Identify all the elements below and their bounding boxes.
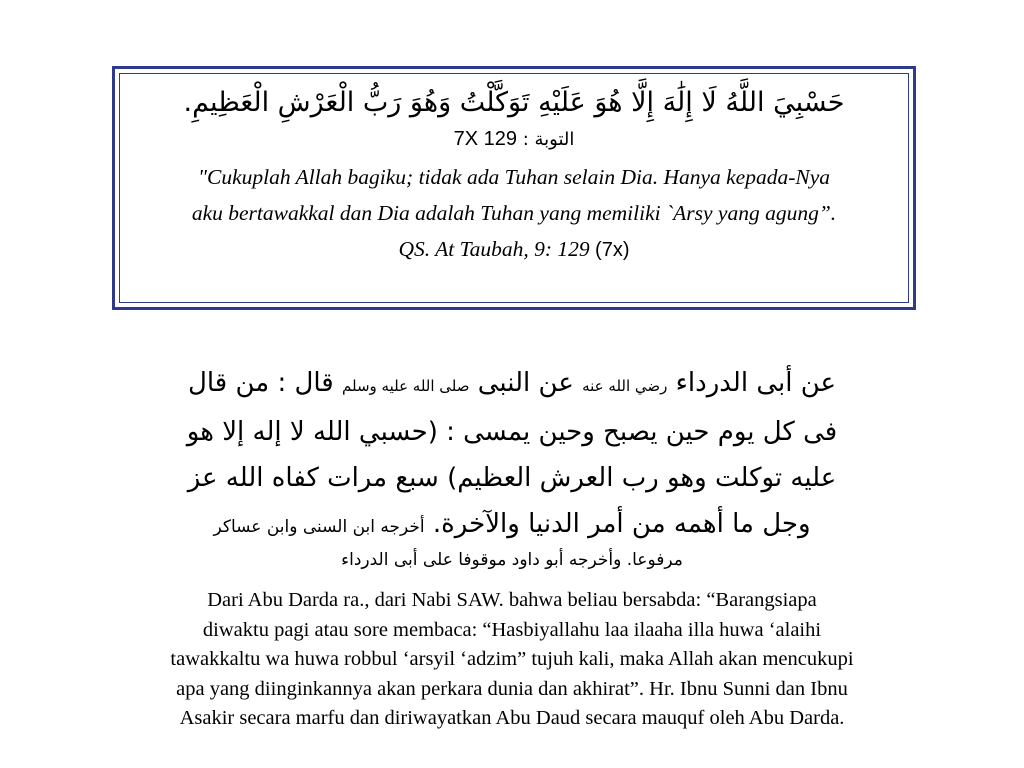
hadith-narrator: عن أبى الدرداء [675, 368, 837, 398]
ayat-reference-surah: التوبة : [522, 129, 575, 150]
translation-line-2: aku bertawakkal dan Dia adalah Tuhan yang memiliki `Arsy yang agung”. [191, 201, 837, 225]
hadith-arabic-line-3: عليه توكلت وهو رب العرش العظيم) سبع مرات كفاه الله عز [187, 463, 837, 493]
hadith-indonesian [100, 586, 924, 734]
hadith-id-line-4: apa yang diinginkannya akan perkara dunia dan akhirat”. Hr. Ibnu Sunni dan Ibnu [176, 677, 848, 700]
hadith-id-line-5: Asakir secara marfu dan diriwayatkan Abu Daud secara mauquf oleh Abu Darda. [179, 707, 845, 729]
hadith-id-line-1: Dari Abu Darda ra., dari Nabi SAW. bahwa beliau bersabda: “Barangsiapa [207, 589, 817, 611]
ayat-box [112, 66, 916, 310]
ayat-arabic: حَسْبِيَ اللَّهُ لَا إِلَٰهَ إِلَّا هُوَ عَلَيْهِ تَوَكَّلْتُ وَهُوَ رَبُّ الْعَرْشِ الْعَظِيمِ. [183, 87, 845, 118]
hadith-id-line-3: tawakkaltu wa huwa robbul ‘arsyil ‘adzim” tujuh kali, maka Allah akan mencukupi [170, 648, 854, 670]
hadith-id-line-2: diwaktu pagi atau sore membaca: “Hasbiyallahu laa ilaaha illa huwa ‘alaihi [202, 618, 822, 641]
hadith-arabic-line-5: مرفوعا. وأخرجه أبو داود موقوفا على أبى الدرداء [341, 550, 683, 570]
translation-line-1: "Cukuplah Allah bagiku; tidak ada Tuhan selain Dia. Hanya kepada-Nya [197, 165, 831, 189]
translation-count: (7x) [595, 239, 630, 261]
hadith-source: أخرجه ابن السنى وابن عساكر [213, 517, 425, 537]
ayat-box-inner [119, 73, 909, 303]
hadith-arabic-line-2: فى كل يوم حين يصبح وحين يمسى : (حسبي الله لا إله إلا هو [186, 417, 838, 447]
ayat-reference-count: 7X 129 [453, 128, 517, 150]
hadith-from-prophet: عن النبى [477, 368, 574, 398]
hadith-arabic-line-4 [100, 501, 924, 550]
hadith-said: قال : من قال [187, 368, 334, 398]
hadith-arabic-line-1 [100, 360, 924, 409]
ayat-translation [129, 159, 899, 268]
hadith-arabic [100, 360, 924, 574]
hadith-salawat: صلى الله عليه وسلم [342, 377, 470, 395]
translation-reference: QS. At Taubah, 9: 129 [398, 237, 590, 261]
ayat-reference [454, 124, 575, 155]
hadith-radhiyallah: رضي الله عنه [582, 377, 668, 395]
hadith-arabic-end: وجل ما أهمه من أمر الدنيا والآخرة. [432, 509, 811, 539]
